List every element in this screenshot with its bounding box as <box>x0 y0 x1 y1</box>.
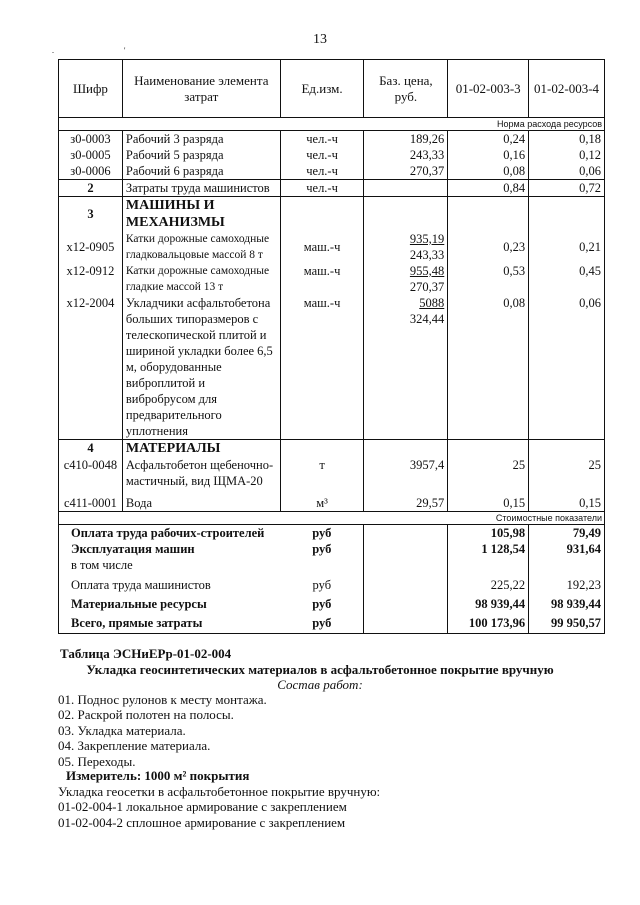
table-row <box>59 131 605 148</box>
cell-code: х12-0905 <box>59 231 123 263</box>
cost-unit: руб <box>280 573 364 593</box>
cost-unit: руб <box>280 541 364 557</box>
header-code: Шифр <box>59 60 123 118</box>
cell-price: 955,48 <box>409 264 445 278</box>
cell-unit: чел.-ч <box>280 163 364 180</box>
cell-v1: 0,24 <box>448 131 529 148</box>
cell-price: 243,33 <box>364 147 448 163</box>
section-title: МАТЕРИАЛЫ <box>122 440 280 458</box>
cell-v2: 0,72 <box>529 180 605 197</box>
cell-code: з0-0003 <box>59 131 123 148</box>
section-cost-row <box>59 512 605 525</box>
cell-price: 29,57 <box>364 489 448 512</box>
cost-name: Материальные ресурсы <box>59 593 281 612</box>
cell-name: Асфальтобетон щебеночно-мастичный, вид ЩМА-20 <box>122 457 280 489</box>
list-item: 04. Закрепление материала. <box>58 738 211 754</box>
cell-name: Затраты труда машинистов <box>122 180 280 197</box>
work-list <box>58 692 267 769</box>
cell-code: х12-2004 <box>59 295 123 440</box>
cell-code: 4 <box>59 440 123 458</box>
cell-v1: 0,23 <box>448 231 529 263</box>
cell-v1: 0,84 <box>448 180 529 197</box>
list-item: Укладка геосетки в асфальтобетонное покрытие вручную: <box>58 784 381 799</box>
cell-price: 5088 <box>419 296 445 310</box>
cell-unit: маш.-ч <box>280 231 364 263</box>
header-col2: 01-02-003-4 <box>529 60 605 118</box>
cell-unit: чел.-ч <box>280 131 364 148</box>
list-item: 01-02-004-1 локальное армирование с закреплением <box>58 799 347 815</box>
cell-name: Вода <box>122 489 280 512</box>
cell-unit: т <box>280 457 364 489</box>
resource-norms-table <box>58 59 605 634</box>
cost-row <box>59 612 605 634</box>
cell-v1: 0,08 <box>448 163 529 180</box>
table-row <box>59 163 605 180</box>
header-unit: Ед.изм. <box>280 60 364 118</box>
table-header-row <box>59 60 605 118</box>
cost-v1: 100 173,96 <box>448 612 529 634</box>
section-title: МАШИНЫ И МЕХАНИЗМЫ <box>122 197 280 232</box>
table-row <box>59 263 605 295</box>
cost-v1: 98 939,44 <box>448 593 529 612</box>
cell-price: 3957,4 <box>364 457 448 489</box>
cell-v1: 0,53 <box>448 263 529 295</box>
section-norm-label: Норма расхода ресурсов <box>59 118 605 131</box>
cell-price: 270,37 <box>364 163 448 180</box>
machinists-row <box>59 180 605 197</box>
cell-code: с410-0048 <box>59 457 123 489</box>
cell-name: Катки дорожные самоходные гладковальцовые массой 8 т <box>122 231 280 263</box>
cell-name: Укладчики асфальтобетона больших типоразмеров с телескопической плитой и шириной укладки более 6,5 м, оборудованные виброплитой и вибробрусом для предварительного уплотнения <box>122 295 280 440</box>
cell-unit: м³ <box>280 489 364 512</box>
header-name: Наименование элемента затрат <box>122 60 280 118</box>
section-norm-row <box>59 118 605 131</box>
cell-code: с411-0001 <box>59 489 123 512</box>
cell-v2: 0,21 <box>529 231 605 263</box>
cell-v1: 25 <box>448 457 529 489</box>
cell-v1: 0,16 <box>448 147 529 163</box>
cell-unit: маш.-ч <box>280 263 364 295</box>
cost-row <box>59 541 605 557</box>
table-row <box>59 457 605 489</box>
cell-v2: 0,12 <box>529 147 605 163</box>
description-list <box>58 784 380 830</box>
cell-v2: 25 <box>529 457 605 489</box>
cell-price: 189,26 <box>364 131 448 148</box>
cell-v2: 0,06 <box>529 163 605 180</box>
cell-code: з0-0006 <box>59 163 123 180</box>
cost-unit: руб <box>280 612 364 634</box>
cost-row <box>59 557 605 573</box>
cost-v1: 225,22 <box>448 573 529 593</box>
cell-v2: 0,06 <box>529 295 605 440</box>
cost-row <box>59 525 605 542</box>
section-cost-label: Стоимостные показатели <box>59 512 605 525</box>
cost-name: Эксплуатация машин <box>59 541 281 557</box>
cost-v1: 1 128,54 <box>448 541 529 557</box>
cost-row <box>59 573 605 593</box>
cell-unit: чел.-ч <box>280 180 364 197</box>
cell-code: з0-0005 <box>59 147 123 163</box>
list-item: 05. Переходы. <box>58 753 136 769</box>
cell-v2: 0,15 <box>529 489 605 512</box>
table-row <box>59 295 605 440</box>
table-row <box>59 147 605 163</box>
list-item: 01. Поднос рулонов к месту монтажа. <box>58 692 267 707</box>
cell-code: 2 <box>59 180 123 197</box>
table-row <box>59 231 605 263</box>
cell-price <box>364 180 448 197</box>
cost-v2: 98 939,44 <box>529 593 605 612</box>
cell-v2: 0,18 <box>529 131 605 148</box>
cell-unit: маш.-ч <box>280 295 364 440</box>
measure-unit: Измеритель: 1000 м² покрытия <box>66 768 250 783</box>
cost-v2: 99 950,57 <box>529 612 605 634</box>
cost-v2: 931,64 <box>529 541 605 557</box>
cell-name: Рабочий 5 разряда <box>122 147 280 163</box>
machines-section-row <box>59 197 605 232</box>
next-table-title: Таблица ЭСНиЕРр-01-02-004 <box>60 646 232 661</box>
cost-row <box>59 593 605 612</box>
list-item: 02. Раскрой полотен на полосы. <box>58 707 234 723</box>
cost-name: Оплата труда рабочих-строителей <box>59 525 281 542</box>
composition-heading: Состав работ: <box>277 677 363 692</box>
cell-price-2: 324,44 <box>409 312 445 326</box>
cell-unit: чел.-ч <box>280 147 364 163</box>
cell-v1: 0,15 <box>448 489 529 512</box>
cost-unit: руб <box>280 525 364 542</box>
cell-price-2: 243,33 <box>409 248 445 262</box>
cell-price-2: 270,37 <box>409 280 445 294</box>
cost-v2: 192,23 <box>529 573 605 593</box>
cost-v2: 79,49 <box>529 525 605 542</box>
cell-name: Рабочий 3 разряда <box>122 131 280 148</box>
next-table-subtitle: Укладка геосинтетических материалов в асфальтобетонное покрытие вручную <box>86 662 554 677</box>
cell-v1: 0,08 <box>448 295 529 440</box>
cost-name: Оплата труда машинистов <box>59 573 281 593</box>
table-row <box>59 489 605 512</box>
list-item: 03. Укладка материала. <box>58 722 186 738</box>
materials-section-row <box>59 440 605 458</box>
cell-code: 3 <box>59 197 123 232</box>
scan-marks: . ' <box>52 46 160 55</box>
cell-v2: 0,45 <box>529 263 605 295</box>
cost-v1: 105,98 <box>448 525 529 542</box>
cost-name: Всего, прямые затраты <box>59 612 281 634</box>
header-col1: 01-02-003-3 <box>448 60 529 118</box>
cell-price: 935,19 <box>409 232 445 246</box>
page-number: 13 <box>313 32 327 47</box>
cost-unit: руб <box>280 593 364 612</box>
header-price: Баз. цена, руб. <box>364 60 448 118</box>
cell-code: х12-0912 <box>59 263 123 295</box>
cell-name: Катки дорожные самоходные гладкие массой 13 т <box>122 263 280 295</box>
list-item: 01-02-004-2 сплошное армирование с закреплением <box>58 814 346 830</box>
cost-name: в том числе <box>59 557 281 573</box>
cell-name: Рабочий 6 разряда <box>122 163 280 180</box>
